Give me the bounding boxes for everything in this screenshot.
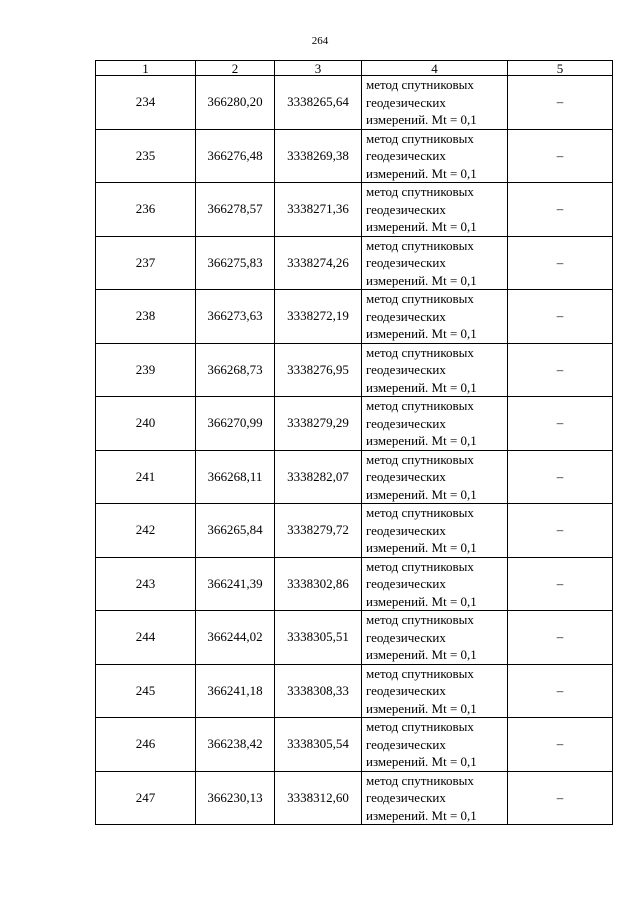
column-5-cell: –: [508, 290, 613, 344]
point-number-cell: 244: [96, 611, 196, 665]
x-coordinate-cell: 366276,48: [196, 129, 275, 183]
point-number-cell: 240: [96, 397, 196, 451]
method-cell: метод спутниковых геодезических измерений. Mt = 0,1: [362, 343, 508, 397]
table-row: [96, 290, 613, 344]
point-number-cell: 242: [96, 504, 196, 558]
y-coordinate-cell: 3338269,38: [275, 129, 362, 183]
table-row: [96, 129, 613, 183]
table-header-row: [96, 61, 613, 76]
column-5-cell: –: [508, 236, 613, 290]
table-row: [96, 557, 613, 611]
x-coordinate-cell: 366230,13: [196, 771, 275, 825]
y-coordinate-cell: 3338276,95: [275, 343, 362, 397]
x-coordinate-cell: 366273,63: [196, 290, 275, 344]
x-coordinate-cell: 366275,83: [196, 236, 275, 290]
x-coordinate-cell: 366244,02: [196, 611, 275, 665]
column-5-cell: –: [508, 397, 613, 451]
method-cell: метод спутниковых геодезических измерений. Mt = 0,1: [362, 504, 508, 558]
x-coordinate-cell: 366241,18: [196, 664, 275, 718]
table-row: [96, 611, 613, 665]
column-5-cell: –: [508, 611, 613, 665]
y-coordinate-cell: 3338271,36: [275, 183, 362, 237]
column-5-cell: –: [508, 557, 613, 611]
method-cell: метод спутниковых геодезических измерений. Mt = 0,1: [362, 397, 508, 451]
table-row: [96, 236, 613, 290]
point-number-cell: 238: [96, 290, 196, 344]
method-cell: метод спутниковых геодезических измерений. Mt = 0,1: [362, 718, 508, 772]
point-number-cell: 234: [96, 76, 196, 130]
method-cell: метод спутниковых геодезических измерений. Mt = 0,1: [362, 557, 508, 611]
method-cell: метод спутниковых геодезических измерений. Mt = 0,1: [362, 76, 508, 130]
page-number: 264: [311, 35, 329, 47]
column-header-5: 5: [508, 61, 613, 76]
method-cell: метод спутниковых геодезических измерений. Mt = 0,1: [362, 290, 508, 344]
point-number-cell: 239: [96, 343, 196, 397]
y-coordinate-cell: 3338272,19: [275, 290, 362, 344]
x-coordinate-cell: 366238,42: [196, 718, 275, 772]
method-cell: метод спутниковых геодезических измерений. Mt = 0,1: [362, 611, 508, 665]
y-coordinate-cell: 3338305,51: [275, 611, 362, 665]
method-cell: метод спутниковых геодезических измерений. Mt = 0,1: [362, 236, 508, 290]
x-coordinate-cell: 366270,99: [196, 397, 275, 451]
method-cell: метод спутниковых геодезических измерений. Mt = 0,1: [362, 664, 508, 718]
method-cell: метод спутниковых геодезических измерений. Mt = 0,1: [362, 183, 508, 237]
point-number-cell: 246: [96, 718, 196, 772]
column-header-2: 2: [196, 61, 275, 76]
column-5-cell: –: [508, 718, 613, 772]
method-cell: метод спутниковых геодезических измерений. Mt = 0,1: [362, 129, 508, 183]
table-row: [96, 397, 613, 451]
table-row: [96, 718, 613, 772]
coordinates-table: [95, 60, 613, 825]
column-header-1: 1: [96, 61, 196, 76]
table-row: [96, 450, 613, 504]
column-5-cell: –: [508, 76, 613, 130]
column-5-cell: –: [508, 183, 613, 237]
x-coordinate-cell: 366280,20: [196, 76, 275, 130]
y-coordinate-cell: 3338279,29: [275, 397, 362, 451]
table-row: [96, 343, 613, 397]
column-5-cell: –: [508, 450, 613, 504]
x-coordinate-cell: 366268,11: [196, 450, 275, 504]
method-cell: метод спутниковых геодезических измерений. Mt = 0,1: [362, 450, 508, 504]
x-coordinate-cell: 366241,39: [196, 557, 275, 611]
y-coordinate-cell: 3338274,26: [275, 236, 362, 290]
table-body: [96, 76, 613, 825]
y-coordinate-cell: 3338305,54: [275, 718, 362, 772]
y-coordinate-cell: 3338312,60: [275, 771, 362, 825]
table-row: [96, 771, 613, 825]
point-number-cell: 241: [96, 450, 196, 504]
x-coordinate-cell: 366278,57: [196, 183, 275, 237]
point-number-cell: 235: [96, 129, 196, 183]
column-header-4: 4: [362, 61, 508, 76]
point-number-cell: 243: [96, 557, 196, 611]
method-cell: метод спутниковых геодезических измерений. Mt = 0,1: [362, 771, 508, 825]
column-5-cell: –: [508, 771, 613, 825]
column-5-cell: –: [508, 664, 613, 718]
table-row: [96, 664, 613, 718]
column-5-cell: –: [508, 343, 613, 397]
y-coordinate-cell: 3338282,07: [275, 450, 362, 504]
point-number-cell: 245: [96, 664, 196, 718]
y-coordinate-cell: 3338279,72: [275, 504, 362, 558]
y-coordinate-cell: 3338308,33: [275, 664, 362, 718]
point-number-cell: 237: [96, 236, 196, 290]
y-coordinate-cell: 3338302,86: [275, 557, 362, 611]
column-5-cell: –: [508, 129, 613, 183]
column-header-3: 3: [275, 61, 362, 76]
table-row: [96, 504, 613, 558]
point-number-cell: 247: [96, 771, 196, 825]
table-row: [96, 76, 613, 130]
x-coordinate-cell: 366265,84: [196, 504, 275, 558]
y-coordinate-cell: 3338265,64: [275, 76, 362, 130]
point-number-cell: 236: [96, 183, 196, 237]
column-5-cell: –: [508, 504, 613, 558]
table-row: [96, 183, 613, 237]
x-coordinate-cell: 366268,73: [196, 343, 275, 397]
